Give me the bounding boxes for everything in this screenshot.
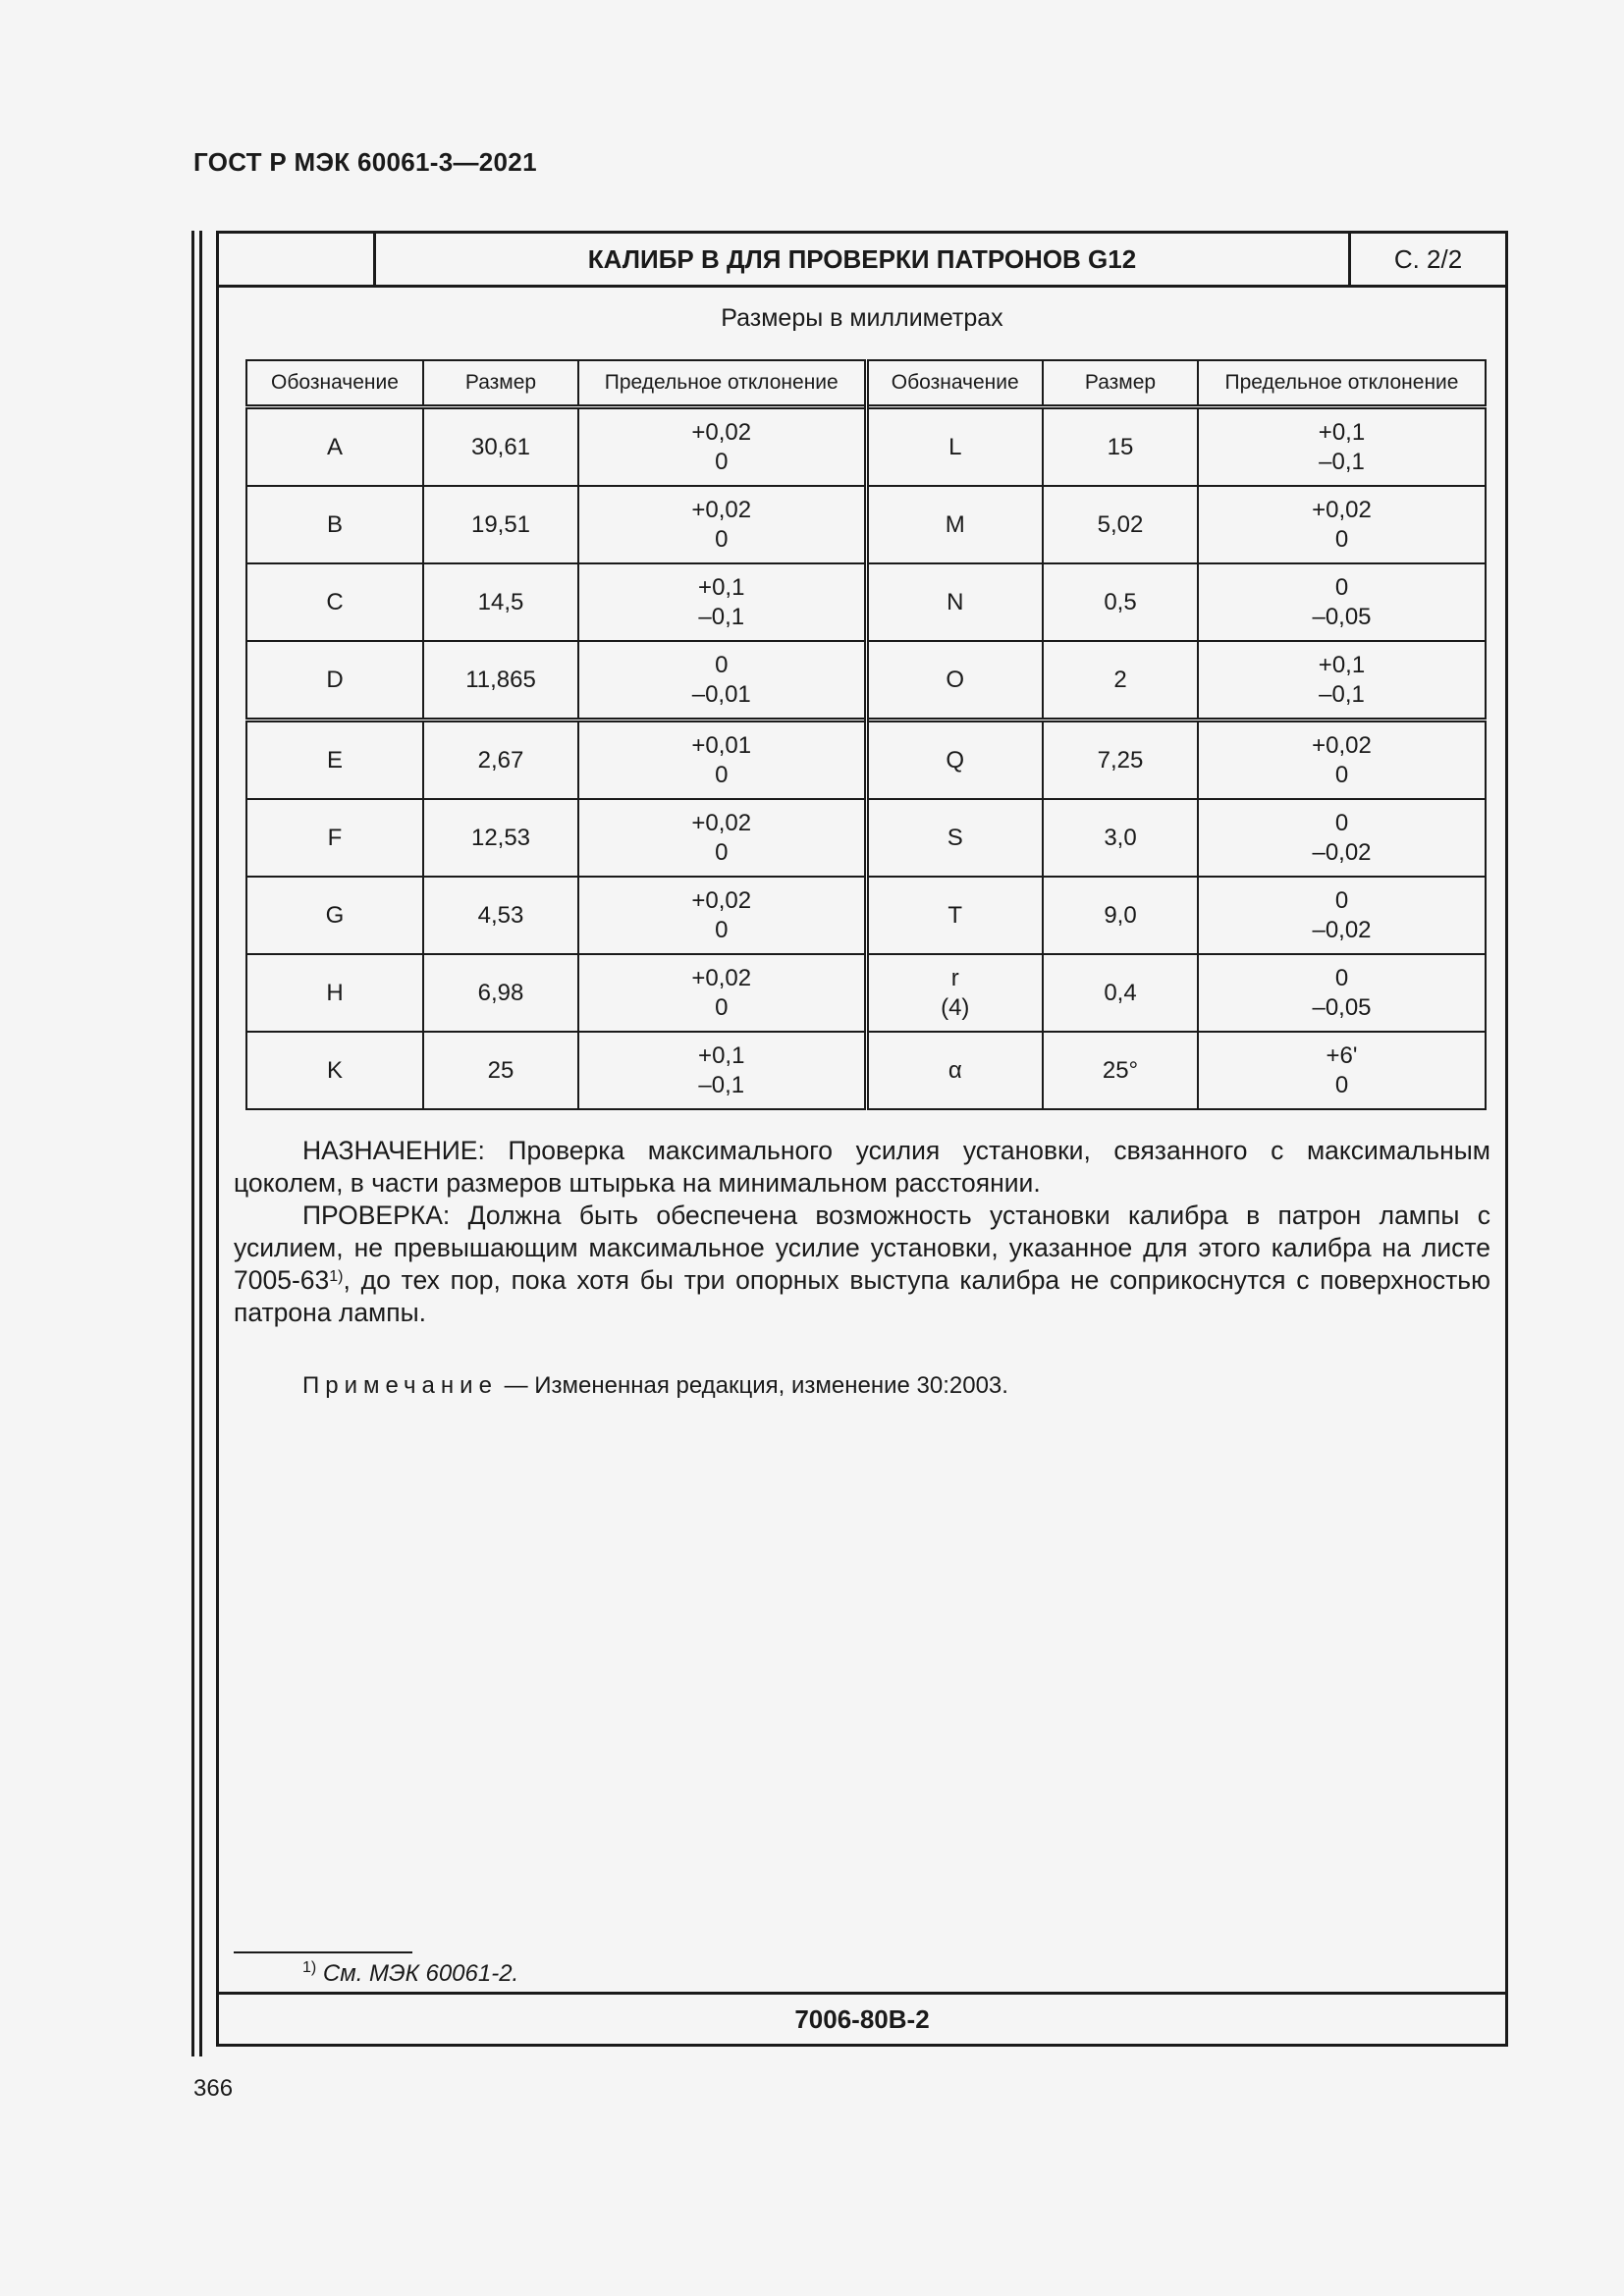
- designation-cell: [246, 877, 423, 954]
- tolerance-cell: [578, 799, 866, 877]
- cell-value: +0,1: [698, 1041, 745, 1069]
- cell-value: +0,02: [691, 496, 752, 523]
- page-number: 366: [193, 2075, 234, 2102]
- cell-value: S: [947, 824, 963, 851]
- size-cell: [423, 799, 578, 877]
- cell-value: F: [327, 824, 343, 851]
- table-row: [246, 1032, 1486, 1109]
- table-row: [246, 641, 1486, 721]
- size-cell: [1043, 721, 1198, 800]
- body-text: [234, 1135, 1490, 1329]
- designation-cell: [246, 641, 423, 721]
- cell-value: 0: [1334, 964, 1349, 991]
- tolerance-cell: [578, 486, 866, 563]
- tolerance-cell: [1198, 641, 1486, 721]
- sheet-code: 7006-80B-2: [219, 1992, 1505, 2044]
- cell-value: 0: [715, 761, 729, 788]
- sheet-page-label: С. 2/2: [1393, 244, 1463, 274]
- cell-value: A: [326, 433, 343, 460]
- cell-value: 12,53: [470, 824, 531, 851]
- cell-value: (4): [941, 993, 970, 1021]
- dimensions-table: [245, 359, 1487, 1110]
- cell-value: 25°: [1102, 1056, 1139, 1084]
- tolerance-cell: [578, 721, 866, 800]
- size-cell: [1043, 486, 1198, 563]
- margin-rule-inner: [199, 231, 202, 2056]
- cell-value: +0,02: [1312, 496, 1372, 523]
- cell-value: L: [948, 433, 962, 460]
- cell-value: 2: [1113, 666, 1127, 693]
- cell-value: 7,25: [1097, 746, 1144, 774]
- tolerance-cell: [1198, 407, 1486, 487]
- cell-value: 11,865: [465, 666, 536, 693]
- cell-value: –0,05: [1312, 993, 1372, 1021]
- size-cell: [1043, 877, 1198, 954]
- size-cell: [423, 407, 578, 487]
- table-row: [246, 954, 1486, 1032]
- check-text-end: , до тех пор, пока хотя бы три опорных выступа калибра не соприкоснутся с поверхностью патрона лампы.: [234, 1265, 1490, 1327]
- cell-value: 0: [715, 448, 729, 475]
- title-blank-cell: [219, 234, 376, 285]
- cell-value: –0,01: [691, 680, 751, 708]
- sheet-title-row: [219, 234, 1505, 288]
- cell-value: 6,98: [477, 979, 524, 1006]
- designation-cell: [246, 954, 423, 1032]
- table-row: [246, 563, 1486, 641]
- cell-value: Q: [946, 746, 965, 774]
- cell-value: 0: [715, 916, 729, 943]
- header-designation-right: Обозначение: [866, 360, 1043, 407]
- cell-value: B: [326, 510, 343, 538]
- tolerance-cell: [1198, 563, 1486, 641]
- header-tolerance-right: Предельное отклонение: [1198, 360, 1486, 407]
- note: [302, 1372, 1008, 1400]
- tolerance-cell: [1198, 877, 1486, 954]
- cell-value: +6': [1326, 1041, 1358, 1069]
- designation-cell: [246, 721, 423, 800]
- header-tolerance-left: Предельное отклонение: [578, 360, 866, 407]
- cell-value: 0: [1334, 886, 1349, 914]
- cell-value: +0,02: [691, 964, 752, 991]
- margin-rule-outer: [191, 231, 194, 2056]
- designation-cell: [866, 799, 1043, 877]
- cell-value: 0: [1334, 525, 1349, 553]
- cell-value: 5,02: [1097, 510, 1144, 538]
- size-cell: [1043, 641, 1198, 721]
- cell-value: +0,1: [1318, 418, 1366, 446]
- header-size-right: Размер: [1043, 360, 1198, 407]
- cell-value: 2,67: [477, 746, 524, 774]
- designation-cell: [246, 486, 423, 563]
- cell-value: +0,01: [691, 731, 752, 759]
- cell-value: C: [326, 588, 344, 615]
- tolerance-cell: [578, 641, 866, 721]
- size-cell: [423, 486, 578, 563]
- designation-cell: [866, 1032, 1043, 1109]
- designation-cell: [246, 799, 423, 877]
- cell-value: 25: [487, 1056, 514, 1084]
- standard-sheet: [216, 231, 1508, 2047]
- table-row: [246, 407, 1486, 487]
- cell-value: G: [325, 901, 345, 929]
- cell-value: 0: [715, 993, 729, 1021]
- size-cell: [423, 1032, 578, 1109]
- header-size-left: Размер: [423, 360, 578, 407]
- tolerance-cell: [578, 954, 866, 1032]
- cell-value: α: [947, 1056, 962, 1084]
- cell-value: –0,1: [1319, 680, 1365, 708]
- cell-value: O: [946, 666, 965, 693]
- size-cell: [1043, 563, 1198, 641]
- footnote-text: См. МЭК 60061-2.: [316, 1960, 519, 1987]
- purpose-paragraph: НАЗНАЧЕНИЕ: Проверка максимального усилия установки, связанного с максимальным цоколем, в части размеров штырька на минимальном расстоянии.: [234, 1136, 1490, 1198]
- cell-value: 4,53: [477, 901, 524, 929]
- tolerance-cell: [578, 407, 866, 487]
- cell-value: 19,51: [470, 510, 531, 538]
- tolerance-cell: [1198, 799, 1486, 877]
- cell-value: T: [947, 901, 963, 929]
- cell-value: –0,1: [1319, 448, 1365, 475]
- designation-cell: [246, 563, 423, 641]
- tolerance-cell: [1198, 721, 1486, 800]
- cell-value: 14,5: [477, 588, 524, 615]
- tolerance-cell: [1198, 486, 1486, 563]
- cell-value: +0,02: [1312, 731, 1372, 759]
- table-row: [246, 877, 1486, 954]
- designation-cell: [246, 1032, 423, 1109]
- designation-cell: [866, 721, 1043, 800]
- cell-value: 0: [1334, 573, 1349, 601]
- cell-value: +0,02: [691, 418, 752, 446]
- sheet-title: КАЛИБР B ДЛЯ ПРОВЕРКИ ПАТРОНОВ G12: [376, 234, 1351, 285]
- cell-value: +0,02: [691, 809, 752, 836]
- cell-value: 9,0: [1104, 901, 1137, 929]
- cell-value: D: [326, 666, 344, 693]
- cell-value: M: [945, 510, 965, 538]
- cell-value: 0: [715, 525, 729, 553]
- cell-value: +0,02: [691, 886, 752, 914]
- cell-value: E: [326, 746, 343, 774]
- size-cell: [423, 877, 578, 954]
- designation-cell: [866, 407, 1043, 487]
- cell-value: 30,61: [470, 433, 531, 460]
- cell-value: 0: [1334, 1071, 1349, 1098]
- cell-value: 0,4: [1104, 979, 1137, 1006]
- document-header: ГОСТ Р МЭК 60061-3—2021: [193, 147, 537, 177]
- table-row: [246, 799, 1486, 877]
- cell-value: H: [326, 979, 344, 1006]
- cell-value: N: [947, 588, 964, 615]
- designation-cell: [866, 486, 1043, 563]
- designation-cell: [866, 877, 1043, 954]
- cell-value: 0: [715, 838, 729, 866]
- check-paragraph: [234, 1200, 1490, 1329]
- footnote-marker: 1): [302, 1959, 317, 1976]
- note-label: Примечание: [302, 1372, 498, 1399]
- check-text-start: ПРОВЕРКА: Должна быть обеспечена возможность установки калибра в патрон лампы с усилием, не превышающим максимальное усилие установки, указанное для этого калибра на листе 7005-63: [234, 1201, 1490, 1295]
- cell-value: –0,1: [698, 1071, 745, 1098]
- cell-value: +0,1: [698, 573, 745, 601]
- footnote-separator: [234, 1951, 412, 1953]
- size-cell: [423, 641, 578, 721]
- header-designation-left: Обозначение: [246, 360, 423, 407]
- cell-value: 15: [1107, 433, 1134, 460]
- cell-value: +0,1: [1318, 651, 1366, 678]
- note-text: — Измененная редакция, изменение 30:2003.: [497, 1372, 1008, 1399]
- table-row: [246, 486, 1486, 563]
- designation-cell: [246, 407, 423, 487]
- tolerance-cell: [578, 877, 866, 954]
- size-cell: [1043, 407, 1198, 487]
- tolerance-cell: [1198, 1032, 1486, 1109]
- tolerance-cell: [578, 563, 866, 641]
- cell-value: 0,5: [1104, 588, 1137, 615]
- size-cell: [423, 954, 578, 1032]
- tolerance-cell: [578, 1032, 866, 1109]
- footnote-ref: 1): [329, 1268, 344, 1285]
- cell-value: r: [950, 964, 959, 991]
- size-cell: [423, 563, 578, 641]
- cell-value: –0,02: [1312, 916, 1372, 943]
- size-cell: [1043, 1032, 1198, 1109]
- cell-value: –0,02: [1312, 838, 1372, 866]
- cell-value: 3,0: [1104, 824, 1137, 851]
- designation-cell: [866, 641, 1043, 721]
- table-header-row: [246, 360, 1486, 407]
- units-caption: Размеры в миллиметрах: [721, 304, 1003, 332]
- cell-value: –0,05: [1312, 603, 1372, 630]
- size-cell: [1043, 954, 1198, 1032]
- table-row: [246, 721, 1486, 800]
- cell-value: 0: [715, 651, 729, 678]
- cell-value: 0: [1334, 761, 1349, 788]
- cell-value: –0,1: [698, 603, 745, 630]
- cell-value: K: [326, 1056, 343, 1084]
- tolerance-cell: [1198, 954, 1486, 1032]
- footnote: [302, 1959, 518, 1988]
- cell-value: 0: [1334, 809, 1349, 836]
- size-cell: [1043, 799, 1198, 877]
- size-cell: [423, 721, 578, 800]
- designation-cell: [866, 563, 1043, 641]
- designation-cell: [866, 954, 1043, 1032]
